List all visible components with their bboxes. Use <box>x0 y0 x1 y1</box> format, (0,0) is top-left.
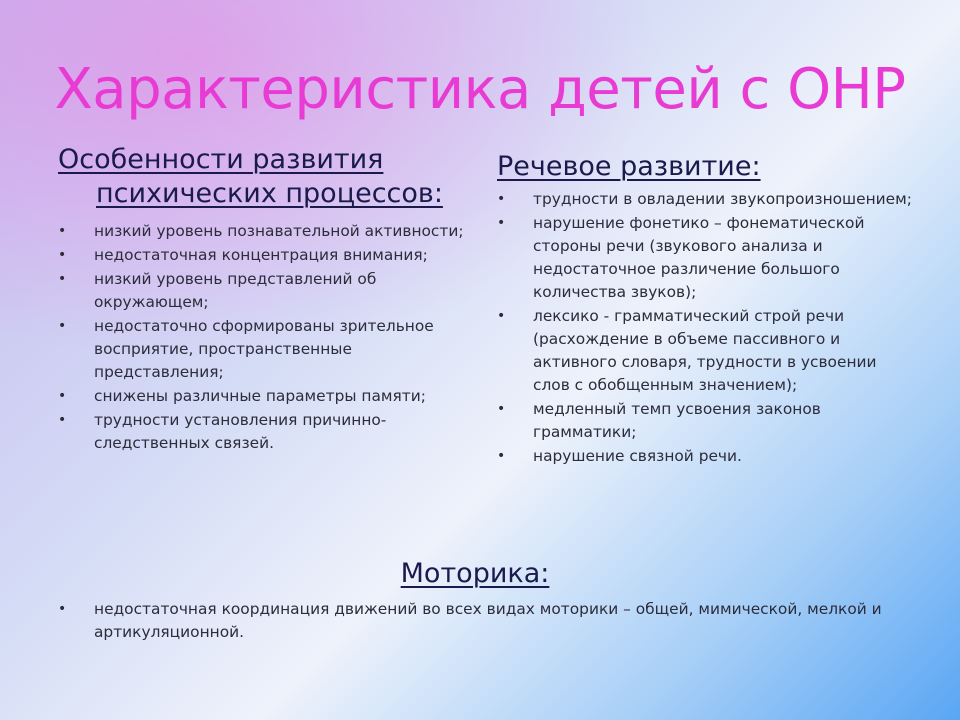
motor-bullet-list <box>58 598 918 645</box>
left-bullet-list <box>58 220 468 456</box>
left-heading-line1: Особенности развития <box>58 144 384 175</box>
list-item: • трудности установления причинно-следственных связей. <box>58 411 387 452</box>
list-item: • трудности в овладении звукопроизношением; <box>497 188 917 211</box>
bullet-icon: • <box>497 191 506 207</box>
list-item: • нарушение связной речи. <box>497 445 917 468</box>
list-item: • недостаточная концентрация внимания; <box>58 244 468 267</box>
list-item: • недостаточная координация движений во всех видах моторики – общей, мимической, мелкой и артикуляционной. <box>58 600 882 641</box>
list-item: • низкий уровень познавательной активности; <box>58 220 468 243</box>
bullet-icon: • <box>58 247 67 263</box>
list-item: • нарушение фонетико – фонематической стороны речи (звукового анализа и недостаточное различение большого количества звуков); <box>497 214 865 301</box>
left-column-heading <box>58 143 478 211</box>
list-item: • недостаточно сформированы зрительное восприятие, пространственные представления; <box>58 317 434 381</box>
bullet-icon: • <box>497 401 506 417</box>
left-heading-line2: психических процессов: <box>96 178 443 209</box>
bullet-icon: • <box>58 601 67 617</box>
slide-title: Характеристика детей с ОНР <box>54 57 906 122</box>
bullet-icon: • <box>497 215 506 231</box>
right-column-heading: Речевое развитие: <box>497 151 761 182</box>
bullet-icon: • <box>58 388 67 404</box>
bullet-icon: • <box>58 318 67 334</box>
bullet-icon: • <box>497 308 506 324</box>
bullet-icon: • <box>58 223 67 239</box>
bullet-icon: • <box>58 271 67 287</box>
bullet-icon: • <box>58 412 67 428</box>
right-bullet-list <box>497 188 917 469</box>
list-item: • лексико - грамматический строй речи (расхождение в объеме пассивного и активного словаря, трудности в усвоении слов с обобщенным значением); <box>497 307 877 394</box>
list-item: • снижены различные параметры памяти; <box>58 385 468 408</box>
motor-section-heading: Моторика: <box>400 558 550 589</box>
bullet-icon: • <box>497 448 506 464</box>
list-item: • медленный темп усвоения законов грамматики; <box>497 400 821 441</box>
list-item: • низкий уровень представлений об окружающем; <box>58 270 377 311</box>
